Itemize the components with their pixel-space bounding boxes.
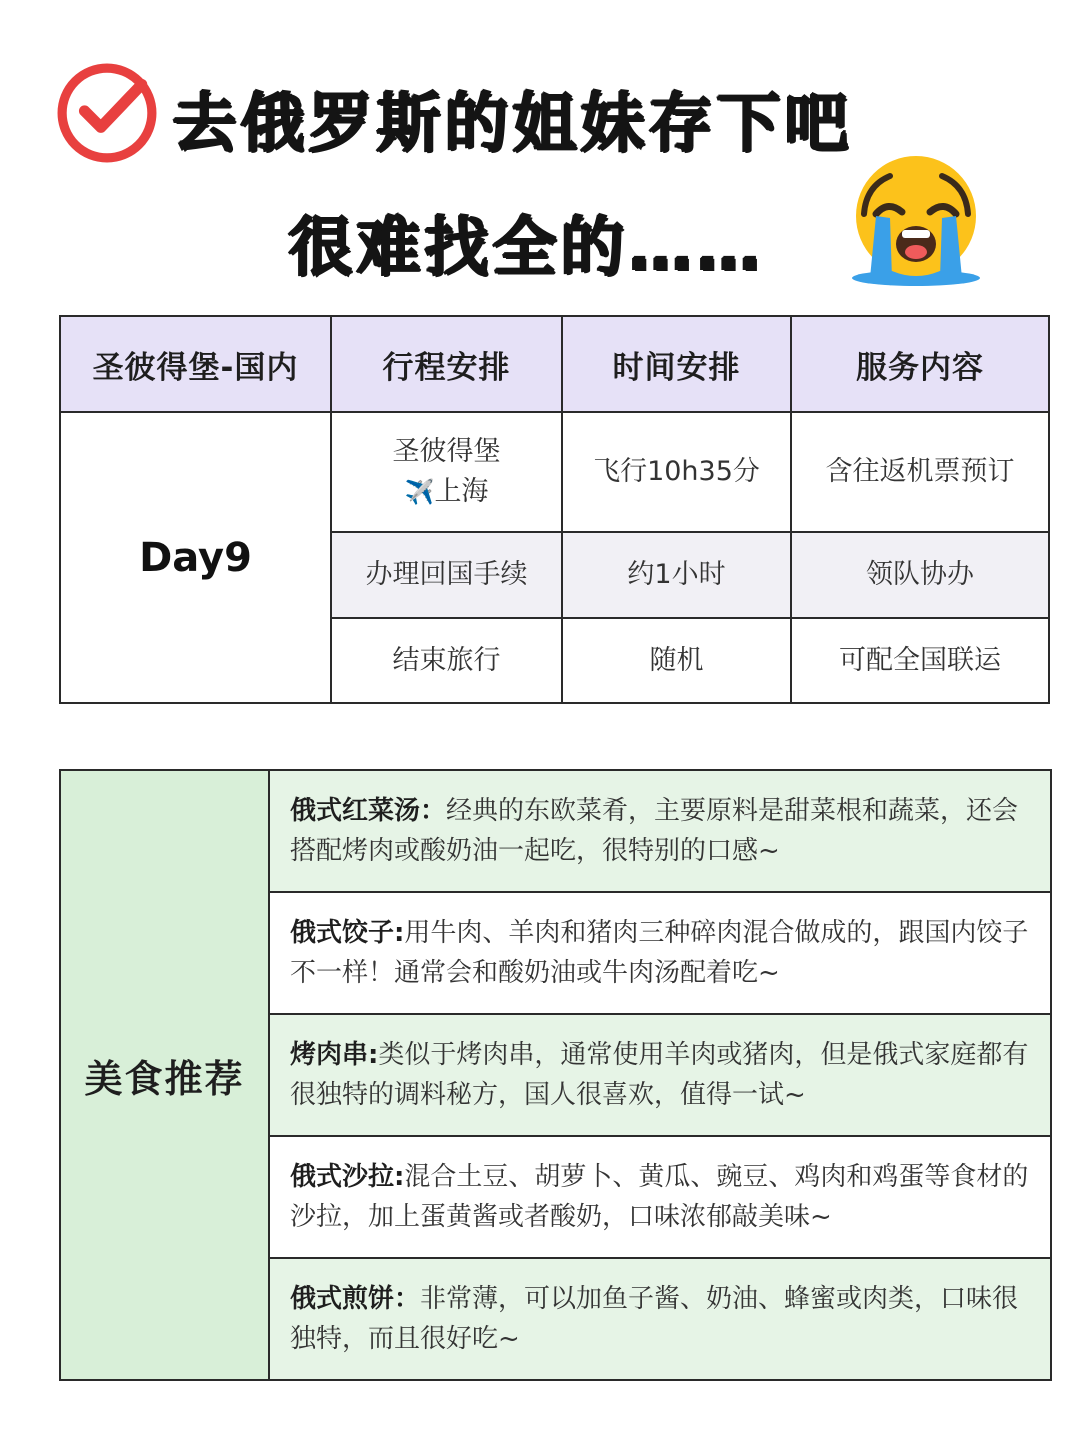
service-cell: 领队协办: [791, 532, 1049, 618]
check-circle-icon: [56, 62, 158, 164]
airplane-icon: ✈️: [404, 478, 435, 506]
schedule-header-row: [60, 316, 1049, 412]
time-cell: 飞行10h35分: [562, 412, 791, 532]
food-name: 烤肉串:: [290, 1040, 379, 1070]
food-description: 混合土豆、胡萝卜、黄瓜、豌豆、鸡肉和鸡蛋等食材的沙拉，加上蛋黄酱或者酸奶，口味浓郁敲美味~: [290, 1162, 1029, 1232]
food-description: 经典的东欧菜肴，主要原料是甜菜根和蔬菜，还会搭配烤肉或酸奶油一起吃，很特别的口感~: [290, 796, 1019, 866]
itinerary-cell: [331, 412, 562, 532]
header-itinerary: 行程安排: [331, 316, 562, 412]
itinerary-cell: 结束旅行: [331, 618, 562, 703]
food-item: [269, 1258, 1051, 1380]
food-item: [269, 1014, 1051, 1136]
table-row: [60, 412, 1049, 532]
food-description: 类似于烤肉串，通常使用羊肉或猪肉，但是俄式家庭都有很独特的调料秘方，国人很喜欢，值得一试~: [290, 1040, 1029, 1110]
time-cell: 随机: [562, 618, 791, 703]
food-table: [59, 769, 1052, 1381]
destination-label: 上海: [434, 476, 489, 507]
title-line-2: 很难找全的……: [288, 211, 764, 285]
table-row: [60, 770, 1051, 892]
title-line-1: 去俄罗斯的姐妹存下吧: [172, 87, 852, 161]
header-region: 圣彼得堡-国内: [60, 316, 331, 412]
food-name: 俄式饺子:: [290, 918, 405, 948]
title-block: [0, 0, 1080, 300]
header-service: 服务内容: [791, 316, 1049, 412]
service-cell: 含往返机票预订: [791, 412, 1049, 532]
food-description: 用牛肉、羊肉和猪肉三种碎肉混合做成的，跟国内饺子不一样！通常会和酸奶油或牛肉汤配着吃~: [290, 918, 1029, 988]
day-label: Day9: [60, 412, 331, 703]
time-cell: 约1小时: [562, 532, 791, 618]
food-item: [269, 1136, 1051, 1258]
food-item: [269, 770, 1051, 892]
food-item: [269, 892, 1051, 1014]
food-name: 俄式红菜汤：: [290, 796, 447, 826]
header-time: 时间安排: [562, 316, 791, 412]
food-section-label: 美食推荐: [60, 770, 269, 1380]
itinerary-origin: 圣彼得堡: [392, 436, 501, 467]
itinerary-destination: [332, 472, 561, 512]
food-name: 俄式沙拉:: [290, 1162, 405, 1192]
itinerary-cell: 办理回国手续: [331, 532, 562, 618]
food-name: 俄式煎饼：: [290, 1284, 421, 1314]
schedule-table: [59, 315, 1050, 704]
loudly-crying-face-icon: [846, 152, 986, 288]
service-cell: 可配全国联运: [791, 618, 1049, 703]
food-description: 非常薄，可以加鱼子酱、奶油、蜂蜜或肉类，口味很独特，而且很好吃~: [290, 1284, 1019, 1354]
